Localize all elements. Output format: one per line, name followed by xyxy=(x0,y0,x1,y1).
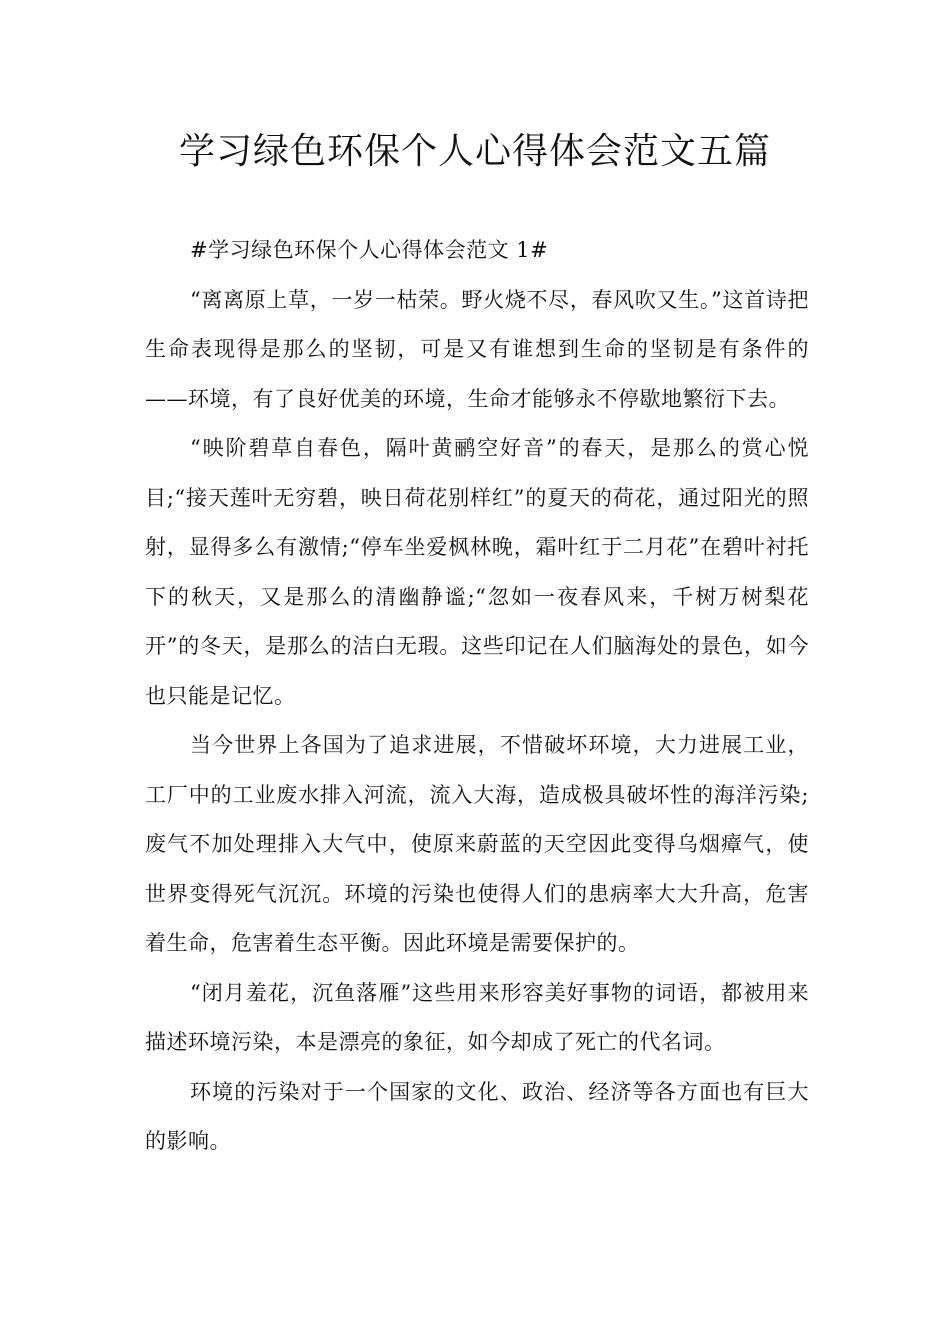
paragraph-1: “离离原上草，一岁一枯荣。野火烧不尽，春风吹又生。”这首诗把生命表现得是那么的坚韧，可是又有谁想到生命的坚韧是有条件的——环境，有了良好优美的环境，生命才能够永不停歇地繁衍下去。 xyxy=(145,287,809,411)
paragraph-5: 环境的污染对于一个国家的文化、政治、经济等各方面也有巨大的影响。 xyxy=(145,1079,809,1153)
document-body xyxy=(145,226,809,1167)
paragraph-3: 当今世界上各国为了追求进展，不惜破坏环境，大力进展工业，工厂中的工业废水排入河流，流入大海，造成极具破坏性的海洋污染;废气不加处理排入大气中，使原来蔚蓝的天空因此变得乌烟瘴气，使世界变得死气沉沉。环境的污染也使得人们的患病率大大升高，危害着生命，危害着生态平衡。因此环境是需要保护的。 xyxy=(145,733,809,955)
paragraph-4: “闭月羞花，沉鱼落雁”这些用来形容美好事物的词语，都被用来描述环境污染，本是漂亮的象征，如今却成了死亡的代名词。 xyxy=(145,980,809,1054)
paragraph-2: “映阶碧草自春色，隔叶黄鹂空好音”的春天，是那么的赏心悦目;“接天莲叶无穷碧，映日荷花别样红”的夏天的荷花，通过阳光的照射，显得多么有激情;“停车坐爱枫林晚，霜叶红于二月花”在碧叶衬托下的秋天，又是那么的清幽静谧;“忽如一夜春风来，千树万树梨花开”的冬天，是那么的洁白无瑕。这些印记在人们脑海处的景色，如今也只能是记忆。 xyxy=(145,436,809,708)
document-title: 学习绿色环保个人心得体会范文五篇 xyxy=(178,131,771,172)
section-heading: #学习绿色环保个人心得体会范文 1# xyxy=(190,238,549,262)
